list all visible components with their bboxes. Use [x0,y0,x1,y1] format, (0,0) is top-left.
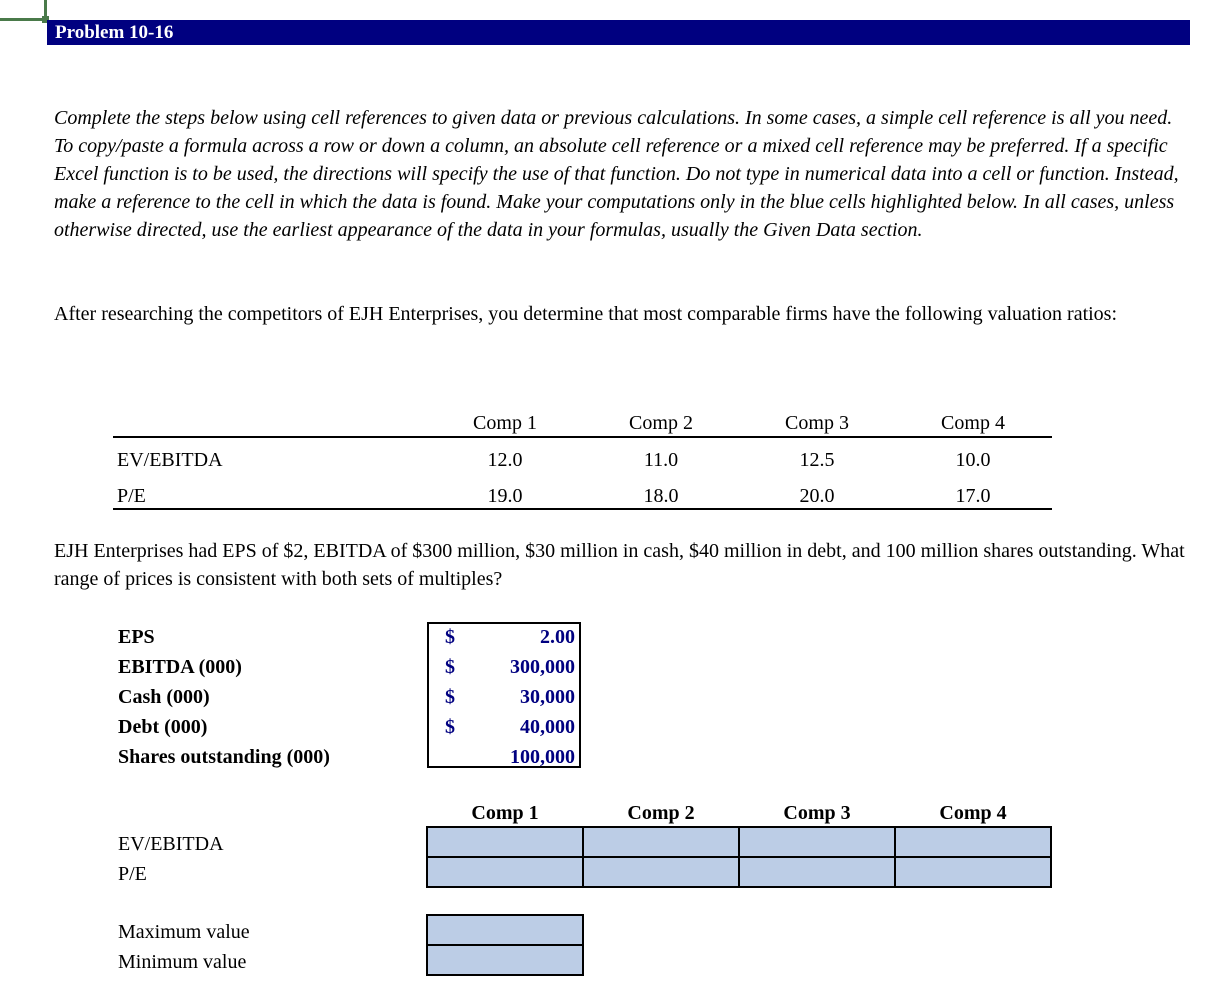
given-label-debt: Debt (000) [118,716,208,738]
calc-col-header-1: Comp 1 [471,802,539,824]
ratio-col-header-3: Comp 3 [785,412,849,434]
given-cell-eps[interactable] [429,624,579,654]
given-cell-debt[interactable] [429,714,579,744]
calc-row-label-pe: P/E [118,863,147,885]
given-label-cash: Cash (000) [118,686,210,708]
calc-col-header-2: Comp 2 [627,802,695,824]
intro-text: After researching the competitors of EJH Enterprises, you determine that most comparable firms have the following valuation ratios: [54,303,1118,325]
calc-col-header-3: Comp 3 [783,802,851,824]
calc-cell-ev-ebitda-comp1[interactable] [426,826,584,858]
ratio-cell[interactable]: 12.0 [487,449,523,471]
instructions-text: Complete the steps below using cell references to given data or previous calculations. In some cases, a simple cell reference is all you need. To copy/paste a formula across a row or down a column, an absolute cell reference or a mixed cell reference may be preferred. If a specific Excel function is to be used, the directions will specify the use of that function. Do not type in numerical data into a cell or function. Instead, make a reference to the cell in which the data is found. Make your computations only in the blue cells highlighted below. In all cases, unless otherwise directed, use the earliest appearance of the data in your formulas, usually the Given Data section. [54,107,1179,241]
calc-cell-pe-comp4[interactable] [894,856,1052,888]
ratio-cell[interactable]: 19.0 [487,485,523,507]
cell-selection-marker-h [0,18,48,21]
ratio-col-header-2: Comp 2 [629,412,693,434]
max-value-label: Maximum value [118,921,250,943]
given-cell-cash[interactable] [429,684,579,714]
given-label-shares: Shares outstanding (000) [118,746,330,768]
calc-row-label-ev-ebitda: EV/EBITDA [118,833,224,855]
min-value-cell[interactable] [426,944,584,976]
ratio-col-header-4: Comp 4 [941,412,1005,434]
given-cell-shares[interactable] [429,744,579,774]
problem-title-bar [47,20,1190,45]
calc-cell-pe-comp1[interactable] [426,856,584,888]
currency-symbol: $ [445,626,455,648]
given-value: 40,000 [520,716,575,738]
ratio-cell[interactable]: 12.5 [799,449,835,471]
given-value: 300,000 [510,656,575,678]
given-label-ebitda: EBITDA (000) [118,656,242,678]
ratio-row-label-pe: P/E [117,485,146,507]
calc-cell-ev-ebitda-comp3[interactable] [738,826,896,858]
ratio-cell[interactable]: 17.0 [955,485,991,507]
given-value: 30,000 [520,686,575,708]
given-cell-ebitda[interactable] [429,654,579,684]
currency-symbol: $ [445,686,455,708]
ratio-cell[interactable]: 11.0 [643,449,679,471]
max-value-cell[interactable] [426,914,584,946]
ratio-header-rule [113,436,1052,438]
ratio-cell[interactable]: 20.0 [799,485,835,507]
ratio-row-label-ev-ebitda: EV/EBITDA [117,449,223,471]
ratio-cell[interactable]: 10.0 [955,449,991,471]
given-value: 100,000 [510,746,575,768]
currency-symbol: $ [445,716,455,738]
problem-title: Problem 10-16 [55,22,174,43]
ratio-cell[interactable]: 18.0 [643,485,679,507]
ratio-bottom-rule [113,508,1052,510]
question-text: EJH Enterprises had EPS of $2, EBITDA of $300 million, $30 million in cash, $40 million in debt, and 100 million shares outstanding. What range of prices is consistent with both sets of multiples? [54,540,1185,590]
given-value: 2.00 [540,626,575,648]
calc-cell-pe-comp3[interactable] [738,856,896,888]
calc-cell-pe-comp2[interactable] [582,856,740,888]
given-data-box [427,622,581,768]
ratio-col-header-1: Comp 1 [473,412,537,434]
calc-col-header-4: Comp 4 [939,802,1007,824]
min-value-label: Minimum value [118,951,247,973]
currency-symbol: $ [445,656,455,678]
calc-cell-ev-ebitda-comp2[interactable] [582,826,740,858]
calc-cell-ev-ebitda-comp4[interactable] [894,826,1052,858]
given-label-eps: EPS [118,626,155,648]
